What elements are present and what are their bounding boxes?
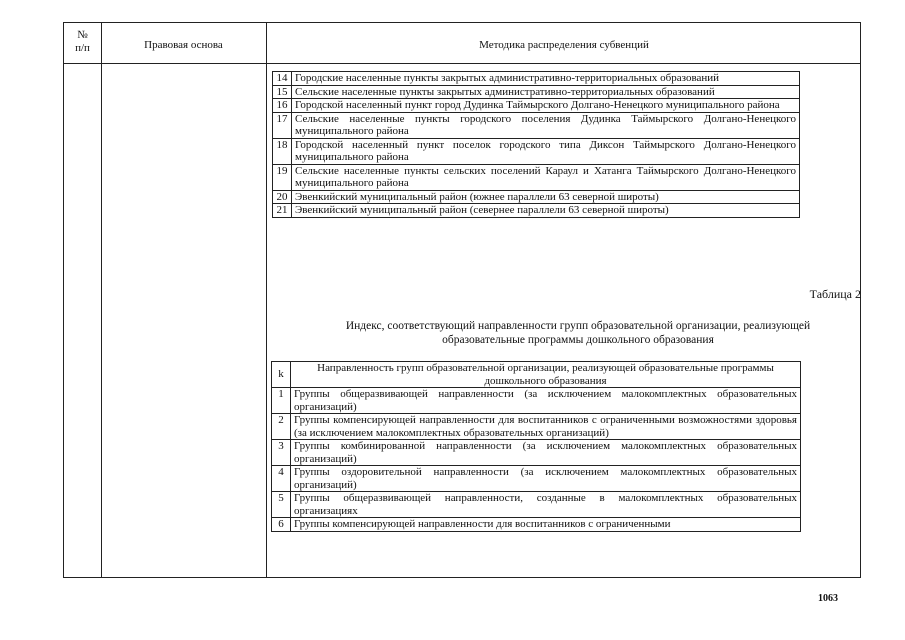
header-legal-basis: Правовая основа xyxy=(144,39,223,51)
territory-row xyxy=(273,112,800,138)
row-text: Сельские населенные пункты сельских поселений Караул и Хатанга Таймырского Долгано-Ненецкого муниципального района xyxy=(292,164,800,190)
header-row-divider xyxy=(64,63,860,64)
row-number: 2 xyxy=(272,414,291,440)
territory-row xyxy=(273,72,800,86)
territory-row xyxy=(273,190,800,204)
row-text: Городской населенный пункт поселок городского типа Диксон Таймырского Долгано-Ненецкого муниципального района xyxy=(292,138,800,164)
orientation-row xyxy=(272,440,801,466)
row-text: Городские населенные пункты закрытых административно-территориальных образований xyxy=(292,72,800,86)
column-divider-2 xyxy=(266,23,267,577)
row-text: Эвенкийский муниципальный район (южнее параллели 63 северной широты) xyxy=(292,190,800,204)
row-text: Группы общеразвивающей направленности, созданные в малокомплектных образовательных организациях xyxy=(291,492,801,518)
row-text: Сельские населенные пункты городского поселения Дудинка Таймырского Долгано-Ненецкого муниципального района xyxy=(292,112,800,138)
row-number: 21 xyxy=(273,204,292,218)
orientation-row xyxy=(272,388,801,414)
row-number: 15 xyxy=(273,85,292,99)
main-table-frame xyxy=(63,22,861,578)
row-number: 19 xyxy=(273,164,292,190)
territory-row xyxy=(273,204,800,218)
row-number: 18 xyxy=(273,138,292,164)
orientation-row xyxy=(272,466,801,492)
row-number: 6 xyxy=(272,518,291,532)
table2-head-k: k xyxy=(272,362,291,388)
table-caption: Таблица 2 xyxy=(809,287,861,301)
table2-head-text: Направленность групп образовательной организации, реализующей образовательные программы дошкольного образования xyxy=(291,362,801,388)
table2-header-row xyxy=(272,362,801,388)
orientation-row xyxy=(272,518,801,532)
page-number: 1063 xyxy=(818,593,838,604)
row-number: 17 xyxy=(273,112,292,138)
row-text: Городской населенный пункт город Дудинка Таймырского Долгано-Ненецкого муниципального района xyxy=(292,99,800,113)
territory-row xyxy=(273,138,800,164)
header-number-column xyxy=(64,29,101,55)
header-number-line1: № xyxy=(77,29,88,41)
row-number: 14 xyxy=(273,72,292,86)
row-number: 3 xyxy=(272,440,291,466)
row-number: 4 xyxy=(272,466,291,492)
row-number: 1 xyxy=(272,388,291,414)
column-divider-1 xyxy=(101,23,102,577)
row-text: Группы компенсирующей направленности для воспитанников с ограниченными возможностями здоровья (за исключением малокомплектных образовательных организаций) xyxy=(291,414,801,440)
territory-row xyxy=(273,85,800,99)
header-number-line2: п/п xyxy=(75,42,90,54)
row-text: Группы оздоровительной направленности (за исключением малокомплектных образовательных организаций) xyxy=(291,466,801,492)
group-orientation-table xyxy=(271,361,801,532)
territory-row xyxy=(273,99,800,113)
row-text: Группы комбинированной направленности (за исключением малокомплектных образовательных организаций) xyxy=(291,440,801,466)
territory-row xyxy=(273,164,800,190)
table2-title: Индекс, соответствующий направленности групп образовательной организации, реализующей образовательные программы дошкольного образования xyxy=(345,320,811,346)
territories-table xyxy=(272,71,800,218)
row-text: Эвенкийский муниципальный район (севернее параллели 63 северной широты) xyxy=(292,204,800,218)
row-text: Группы компенсирующей направленности для воспитанников с ограниченными xyxy=(291,518,801,532)
orientation-row xyxy=(272,414,801,440)
row-text: Сельские населенные пункты закрытых административно-территориальных образований xyxy=(292,85,800,99)
row-number: 16 xyxy=(273,99,292,113)
row-text: Группы общеразвивающей направленности (за исключением малокомплектных образовательных организаций) xyxy=(291,388,801,414)
row-number: 5 xyxy=(272,492,291,518)
row-number: 20 xyxy=(273,190,292,204)
orientation-row xyxy=(272,492,801,518)
header-method: Методика распределения субвенций xyxy=(479,39,649,51)
